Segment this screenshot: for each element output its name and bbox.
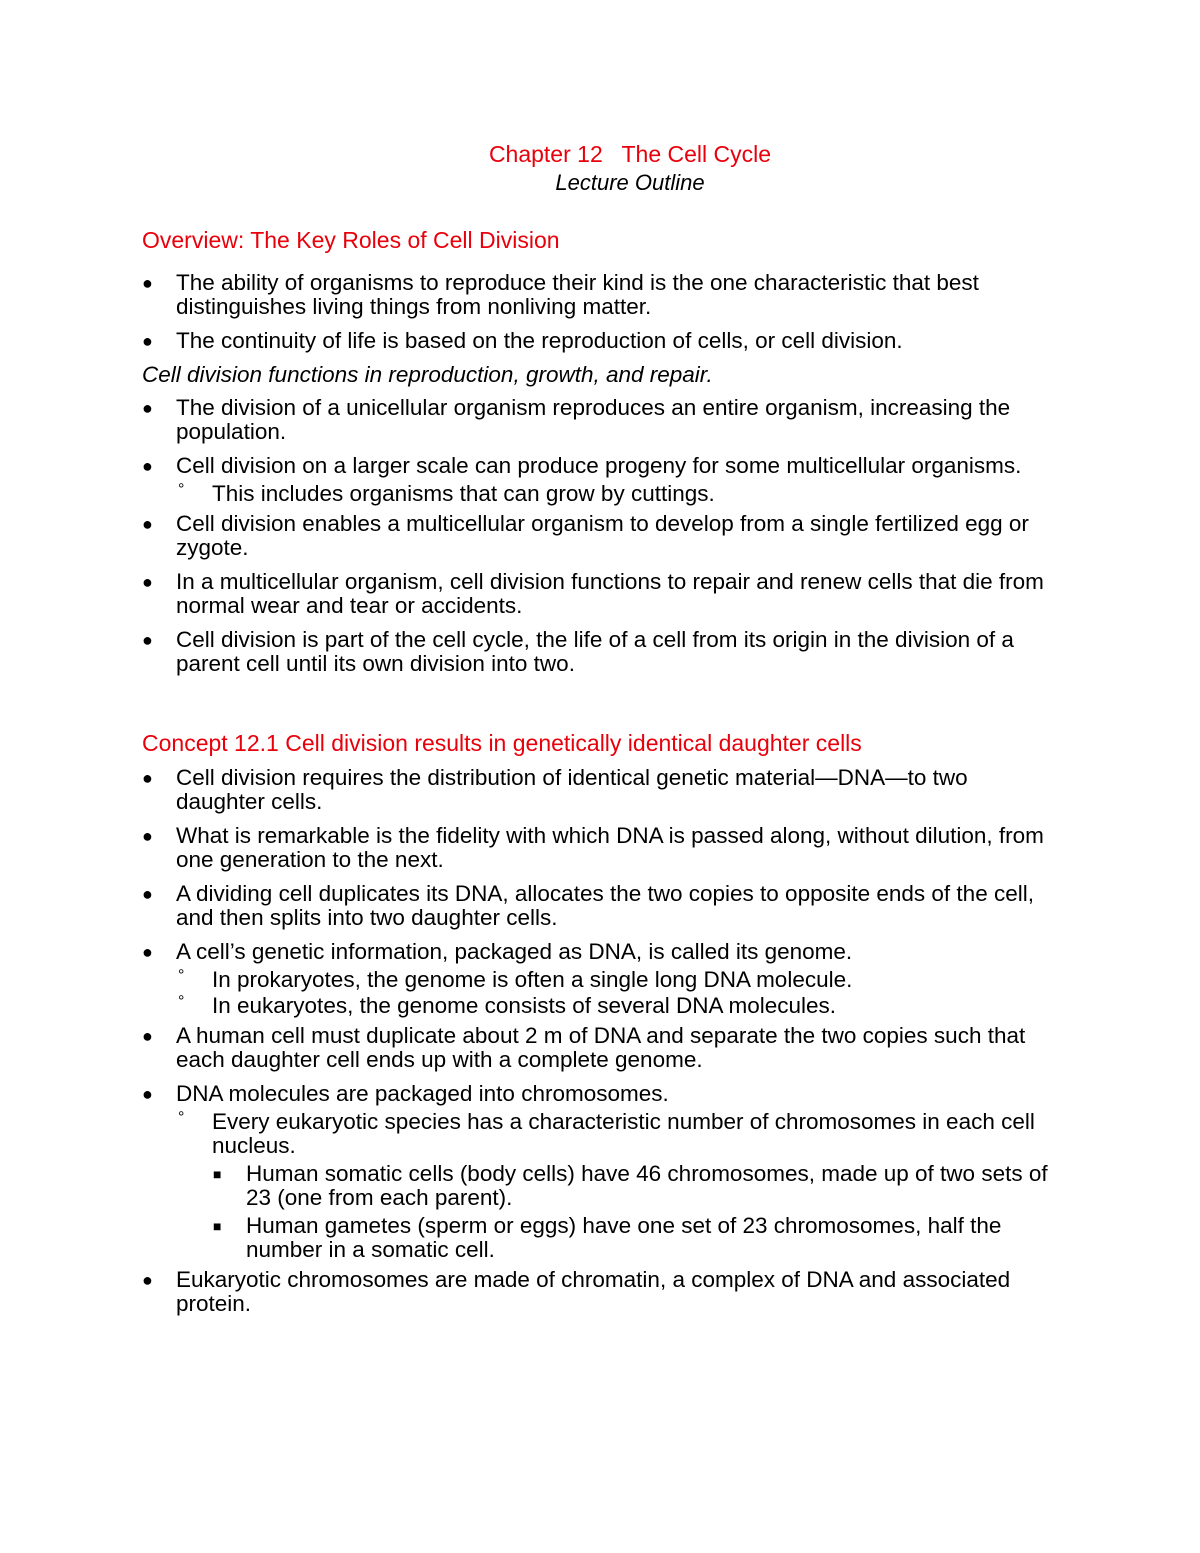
bullet-icon: ●: [142, 572, 153, 592]
bullet-icon: ●: [142, 1026, 153, 1046]
concept-bullet-list: [142, 766, 1062, 1316]
bullet-icon: ●: [142, 630, 153, 650]
functions-bullet-list: [142, 396, 1062, 676]
list-item: [142, 882, 1062, 930]
bullet-icon: ●: [142, 456, 153, 476]
list-item: [142, 628, 1062, 676]
list-item-text: The division of a unicellular organism reproduces an entire organism, increasing the population.: [176, 395, 1011, 444]
overview-heading: Overview: The Key Roles of Cell Division: [142, 227, 560, 253]
sub-list: [176, 1110, 1062, 1262]
list-item-text: In a multicellular organism, cell division functions to repair and renew cells that die from normal wear and tear or accidents.: [176, 569, 1044, 618]
list-item-text: A dividing cell duplicates its DNA, allocates the two copies to opposite ends of the cell, and then splits into two daughter cells.: [176, 881, 1034, 930]
sub-sub-list: [212, 1162, 1062, 1262]
list-item: [142, 824, 1062, 872]
italic-subheading: Cell division functions in reproduction, growth, and repair.: [142, 362, 713, 387]
sub-sub-list-item: [212, 1162, 1062, 1210]
sub-list: [176, 482, 1062, 506]
list-item: [142, 1024, 1062, 1072]
sub-list-item: [176, 994, 1062, 1018]
bullet-icon: ●: [142, 398, 153, 418]
sub-list-item: [176, 968, 1062, 992]
list-item: [142, 329, 1062, 353]
bullet-icon: ●: [142, 884, 153, 904]
list-item-text: The ability of organisms to reproduce their kind is the one characteristic that best distinguishes living things from nonliving matter.: [176, 270, 979, 319]
sub-sub-list-item-text: Human somatic cells (body cells) have 46 chromosomes, made up of two sets of 23 (one from each parent).: [246, 1161, 1048, 1210]
sub-list-item: [176, 482, 1062, 506]
list-item: [142, 1082, 1062, 1262]
list-item-text: Cell division is part of the cell cycle, the life of a cell from its origin in the division of a parent cell until its own division into two.: [176, 627, 1014, 676]
circle-bullet-icon: °: [178, 967, 185, 984]
bullet-icon: ●: [142, 331, 153, 351]
sub-sub-list-item: [212, 1214, 1062, 1262]
sub-sub-list-item-text: Human gametes (sperm or eggs) have one set of 23 chromosomes, half the number in a somatic cell.: [246, 1213, 1002, 1262]
list-item-text: Cell division requires the distribution of identical genetic material—DNA—to two daughter cells.: [176, 765, 968, 814]
square-bullet-icon: ■: [213, 1166, 222, 1182]
list-item: [142, 271, 1062, 319]
list-item-text: Cell division on a larger scale can produce progeny for some multicellular organisms.: [176, 453, 1022, 478]
list-item-text: The continuity of life is based on the reproduction of cells, or cell division.: [176, 328, 903, 353]
list-item-text: DNA molecules are packaged into chromosomes.: [176, 1081, 669, 1106]
circle-bullet-icon: °: [178, 481, 185, 498]
overview-bullet-list: [142, 271, 1062, 353]
sub-list-item-text: Every eukaryotic species has a characteristic number of chromosomes in each cell nucleus.: [212, 1109, 1035, 1158]
list-item-text: What is remarkable is the fidelity with which DNA is passed along, without dilution, from one generation to the next.: [176, 823, 1044, 872]
sub-list-item-text: In eukaryotes, the genome consists of several DNA molecules.: [212, 993, 837, 1018]
document-page: [142, 140, 1062, 1326]
chapter-title: Chapter 12 The Cell Cycle: [488, 141, 772, 167]
list-item: [142, 396, 1062, 444]
list-item: [142, 454, 1062, 506]
bullet-icon: ●: [142, 768, 153, 788]
square-bullet-icon: ■: [213, 1218, 222, 1234]
list-item-text: A human cell must duplicate about 2 m of DNA and separate the two copies such that each daughter cell ends up with a complete genome.: [176, 1023, 1026, 1072]
circle-bullet-icon: °: [178, 1109, 185, 1126]
sub-list-item-text: This includes organisms that can grow by cuttings.: [212, 481, 715, 506]
list-item-text: A cell’s genetic information, packaged as DNA, is called its genome.: [176, 939, 853, 964]
sub-list-item: [176, 1110, 1062, 1262]
bullet-icon: ●: [142, 1084, 153, 1104]
lecture-outline-subtitle: Lecture Outline: [555, 170, 705, 195]
list-item: [142, 512, 1062, 560]
list-item: [142, 766, 1062, 814]
sub-list: [176, 968, 1062, 1018]
list-item: [142, 570, 1062, 618]
bullet-icon: ●: [142, 942, 153, 962]
circle-bullet-icon: °: [178, 993, 185, 1010]
title-block: [142, 140, 1062, 198]
concept-heading: Concept 12.1 Cell division results in genetically identical daughter cells: [142, 730, 862, 756]
bullet-icon: ●: [142, 1270, 153, 1290]
bullet-icon: ●: [142, 514, 153, 534]
sub-list-item-text: In prokaryotes, the genome is often a single long DNA molecule.: [212, 967, 853, 992]
list-item-text: Cell division enables a multicellular organism to develop from a single fertilized egg or zygote.: [176, 511, 1029, 560]
bullet-icon: ●: [142, 826, 153, 846]
bullet-icon: ●: [142, 273, 153, 293]
list-item: [142, 940, 1062, 1018]
list-item-text: Eukaryotic chromosomes are made of chromatin, a complex of DNA and associated protein.: [176, 1267, 1011, 1316]
list-item: [142, 1268, 1062, 1316]
